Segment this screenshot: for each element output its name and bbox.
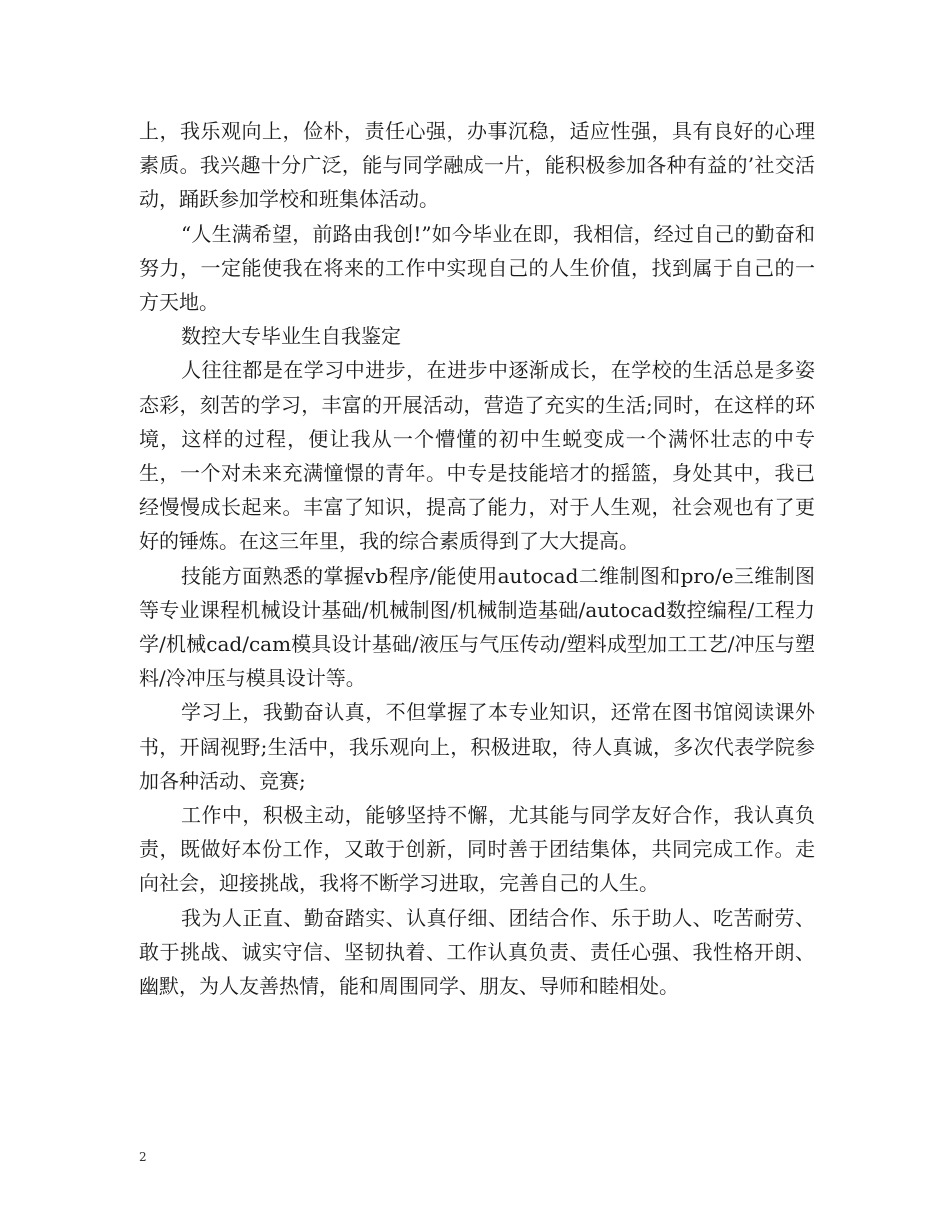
paragraph-6: 学习上，我勤奋认真，不但掌握了本专业知识，还常在图书馆阅读课外书，开阔视野;生活中，我乐观向上，积极进取，待人真诚，多次代表学院参加各种活动、竞赛;	[139, 700, 815, 793]
section-heading: 数控大专毕业生自我鉴定	[181, 324, 401, 349]
paragraph-8: 我为人正直、勤奋踏实、认真仔细、团结合作、乐于助人、吃苦耐劳、敢于挑战、诚实守信、坚韧执着、工作认真负责、责任心强、我性格开朗、幽默，为人友善热情，能和周围同学、朋友、导师和睦相处。	[139, 905, 815, 999]
paragraph-7: 工作中，积极主动，能够坚持不懈，尤其能与同学友好合作，我认真负责，既做好本份工作，又敢于创新，同时善于团结集体，共同完成工作。走向社会，迎接挑战，我将不断学习进取，完善自己的人生。	[139, 803, 815, 896]
document-body	[139, 114, 815, 1003]
paragraph-4: 人往往都是在学习中进步，在进步中逐渐成长，在学校的生活总是多姿态彩，刻苦的学习，丰富的开展活动，营造了充实的生活;同时，在这样的环境，这样的过程，便让我从一个懵懂的初中生蜕变成一个满怀壮志的中专生，一个对未来充满憧憬的青年。中专是技能培才的摇篮，身处其中，我已经慢慢成长起来。丰富了知识，提高了能力，对于人生观，社会观也有了更好的锤炼。在这三年里，我的综合素质得到了大大提高。	[139, 358, 815, 554]
paragraph-5: 技能方面熟悉的掌握vb程序/能使用autocad二维制图和pro/e三维制图等专业课程机械设计基础/机械制图/机械制造基础/autocad数控编程/工程力学/机械cad/cam模具设计基础/液压与气压传动/塑料成型加工工艺/冲压与塑料/冷冲压与模具设计等。	[139, 563, 815, 691]
paragraph-2: “人生满希望，前路由我创!”如今毕业在即，我相信，经过自己的勤奋和努力，一定能使我在将来的工作中实现自己的人生价值，找到属于自己的一方天地。	[139, 221, 815, 315]
paragraph-1: 上，我乐观向上，俭朴，责任心强，办事沉稳，适应性强，具有良好的心理素质。我兴趣十分广泛，能与同学融成一片，能积极参加各种有益的’社交活动，踊跃参加学校和班集体活动。	[139, 119, 815, 212]
page-number: 2	[139, 1150, 147, 1164]
